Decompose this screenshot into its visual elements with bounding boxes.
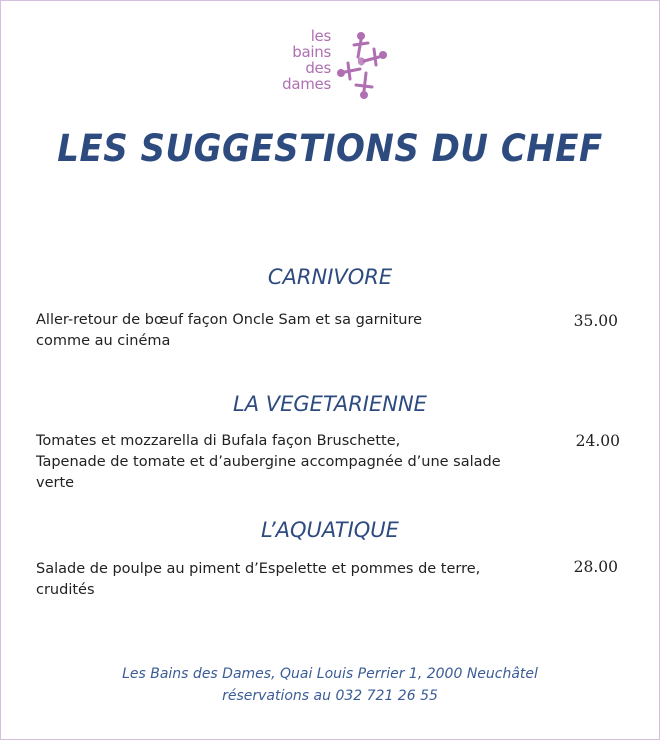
- menu-item-line: Tomates et mozzarella di Bufala façon Bruschette,: [36, 433, 401, 449]
- page-title: LES SUGGESTIONS DU CHEF: [57, 127, 603, 171]
- logo-line: dames: [282, 75, 331, 93]
- section-title-vegetarienne: LA VEGETARIENNE: [233, 392, 427, 416]
- section-title-aquatique: L’AQUATIQUE: [261, 518, 399, 542]
- section-title-carnivore: CARNIVORE: [267, 265, 393, 289]
- menu-item-line: comme au cinéma: [36, 333, 171, 349]
- menu-item-line: verte: [36, 475, 75, 491]
- menu-item-line: crudités: [36, 582, 95, 598]
- menu-item-description: [36, 431, 506, 494]
- logo-line: bains: [292, 43, 331, 61]
- menu-item-description: [36, 310, 506, 352]
- footer-address: Les Bains des Dames, Quai Louis Perrier 1, 2000 Neuchâtel: [122, 666, 538, 682]
- menu-item-price: 24.00: [575, 432, 620, 450]
- logo-wordmark: [256, 29, 331, 93]
- logo-line: les: [310, 27, 331, 45]
- logo-line: des: [305, 59, 331, 77]
- menu-item-line: Aller-retour de bœuf façon Oncle Sam et sa garniture: [36, 312, 423, 328]
- restaurant-logo: [256, 29, 391, 104]
- menu-item-line: Tapenade de tomate et d’aubergine accompagnée d’une salade: [36, 454, 501, 470]
- menu-item-price: 35.00: [573, 312, 618, 330]
- menu-item-price: 28.00: [573, 558, 618, 576]
- four-bathers-logo-icon: [334, 29, 390, 101]
- menu-item-line: Salade de poulpe au piment d’Espelette et pommes de terre,: [36, 561, 481, 577]
- menu-item-description: [36, 559, 506, 601]
- footer-reservations: réservations au 032 721 26 55: [222, 688, 438, 704]
